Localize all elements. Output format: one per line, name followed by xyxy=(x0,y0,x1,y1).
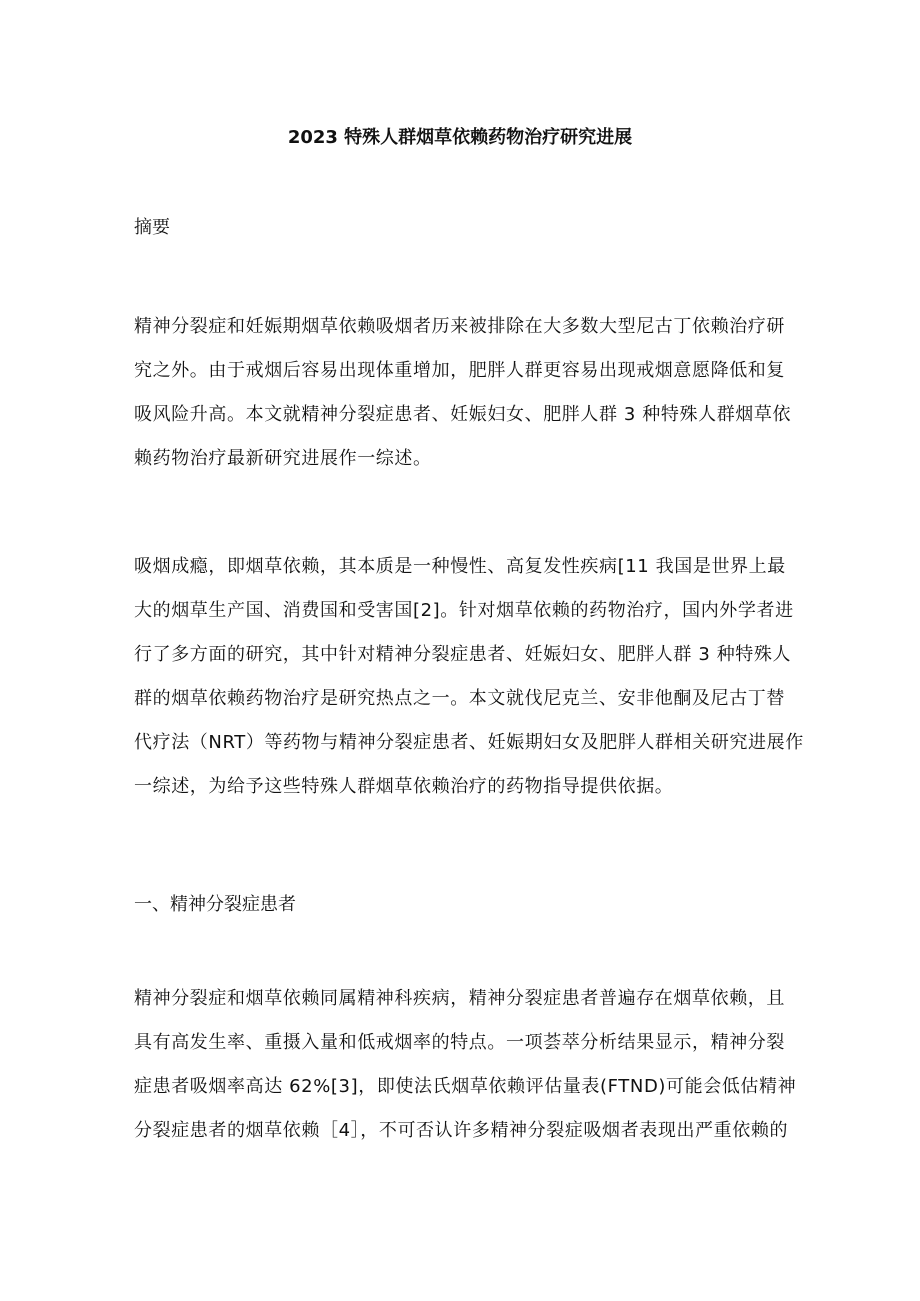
section1-line: 具有高发生率、重摄入量和低戒烟率的特点。一项荟萃分析结果显示，精神分裂 xyxy=(134,1032,785,1053)
intro-line: 吸烟成瘾，即烟草依赖，其本质是一种慢性、高复发性疾病[11 我国是世界上最 xyxy=(134,556,786,577)
section1-paragraph xyxy=(134,977,797,1153)
abstract-line: 究之外。由于戒烟后容易出现体重增加，肥胖人群更容易出现戒烟意愿降低和复 xyxy=(134,360,785,381)
section1-line: 症患者吸烟率高达 62%[3]，即使法氏烟草依赖评估量表(FTND)可能会低估精神 xyxy=(134,1076,797,1097)
abstract-line: 赖药物治疗最新研究进展作一综述。 xyxy=(134,448,432,469)
intro-line: 行了多方面的研究，其中针对精神分裂症患者、妊娠妇女、肥胖人群 3 种特殊人 xyxy=(134,644,792,665)
intro-line: 一综述，为给予这些特殊人群烟草依赖治疗的药物指导提供依据。 xyxy=(134,776,674,797)
intro-paragraph xyxy=(134,545,804,809)
intro-line: 代疗法（NRT）等药物与精神分裂症患者、妊娠期妇女及肥胖人群相关研究进展作 xyxy=(134,732,804,753)
abstract-line: 吸风险升高。本文就精神分裂症患者、妊娠妇女、肥胖人群 3 种特殊人群烟草依 xyxy=(134,404,792,425)
intro-line: 群的烟草依赖药物治疗是研究热点之一。本文就伐尼克兰、安非他酮及尼古丁替 xyxy=(134,688,785,709)
section-heading: 一、精神分裂症患者 xyxy=(134,894,296,915)
abstract-line: 精神分裂症和妊娠期烟草依赖吸烟者历来被排除在大多数大型尼古丁依赖治疗研 xyxy=(134,316,785,337)
abstract-paragraph xyxy=(134,305,794,481)
document-title: 2023 特殊人群烟草依赖药物治疗研究进展 xyxy=(287,127,633,148)
intro-line: 大的烟草生产国、消费国和受害国[2]。针对烟草依赖的药物治疗，国内外学者进 xyxy=(134,600,794,621)
section1-line: 精神分裂症和烟草依赖同属精神科疾病，精神分裂症患者普遍存在烟草依赖，且 xyxy=(134,988,785,1009)
abstract-heading: 摘要 xyxy=(134,217,170,238)
section1-line: 分裂症患者的烟草依赖［4］，不可否认许多精神分裂症吸烟者表现出严重依赖的 xyxy=(134,1120,789,1141)
